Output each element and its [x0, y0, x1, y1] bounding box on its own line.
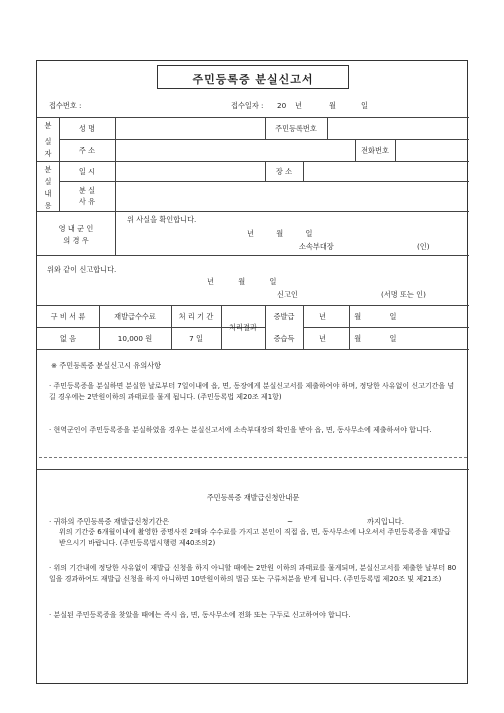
notice-title: ※ 주민등록증 분실신고시 유의사항 — [51, 361, 162, 370]
loss-group-2: 실 — [44, 177, 52, 186]
report-form — [36, 60, 468, 684]
result-label: 처리결과 — [229, 323, 257, 332]
declare-text: 위와 같이 신고합니다. — [47, 265, 117, 274]
fee-value: 10,000 원 — [117, 334, 153, 343]
commander-seal: (인) — [417, 242, 430, 251]
military-date: 년 월 일 — [247, 229, 313, 238]
guide-title: 주민등록증 재발급신청안내문 — [206, 493, 300, 502]
fee-docs-value: 없 음 — [59, 334, 77, 343]
receive-date: 년 월 일 — [319, 334, 397, 343]
guide-3: · 분실된 주민등록증을 찾았을 때에는 즉시 읍, 면, 동사무소에 전화 또는 구두로 신고하여야 합니다. — [49, 611, 351, 619]
period-value: 7 일 — [189, 334, 203, 343]
receipt-date-day-unit: 일 — [361, 101, 368, 110]
guide-1c: 까지입니다. — [367, 517, 405, 526]
loss-group-4: 용 — [44, 201, 52, 210]
reason-label-2: 사 유 — [78, 197, 96, 206]
military-label-2: 의 경 우 — [63, 236, 89, 245]
loss-group-3: 내 — [44, 189, 52, 198]
loser-group-2: 실 — [44, 137, 52, 146]
loss-date-label: 일 시 — [78, 167, 96, 176]
loser-group-1: 분 — [44, 121, 52, 130]
military-label-1: 영 내 군 인 — [58, 224, 94, 233]
receipt-date-label: 접수일자 : — [231, 101, 264, 110]
receive-label: 증습득 — [273, 334, 295, 343]
receipt-date-month-unit: 월 — [329, 101, 336, 110]
guide-1a: · 귀하의 주민등록증 재발급신청기간은 — [49, 517, 170, 526]
receipt-date-year-unit: 년 — [295, 101, 302, 110]
declare-date: 년 월 일 — [207, 277, 277, 286]
reporter-sign: (서명 또는 인) — [381, 290, 426, 299]
reason-label-1: 분 실 — [78, 186, 96, 195]
place-label: 장 소 — [275, 167, 293, 176]
guide-1b: ~ — [287, 517, 294, 526]
fee-header-fee: 재발급수수료 — [114, 312, 156, 321]
receipt-no-label: 접수번호 : — [49, 101, 82, 110]
receipt-date-year: 20 — [277, 101, 287, 110]
guide-2: · 위의 기간내에 정당한 사유없이 재발급 신청을 하지 아니할 때에는 2만원 이하의 과태료를 물게되며, 분실신고서를 제출한 날부터 80일을 경과하여도 재발급 신청을 하지 아니하면 10만원이하의 벌금 또는 구류처분을 받게 됩니다. (주민등록법 제20조 및 제21조) — [49, 564, 457, 583]
reporter-label: 신고인 — [277, 290, 298, 299]
address-label: 주 소 — [78, 146, 96, 155]
issue-date: 년 월 일 — [319, 312, 397, 321]
guide-1d: 위의 기간중 6개월이내에 촬영한 증명사진 2매와 수수료를 가지고 본인이 직접 읍, 면, 동사무소에 나오셔서 주민등록증을 재발급 받으시기 바랍니다. (주민등록법시행령 제40조의2) — [59, 528, 451, 547]
fee-header-docs: 구 비 서 류 — [50, 312, 86, 321]
form-title: 주민등록증 분실신고서 — [192, 73, 314, 86]
issue-label: 증발급 — [273, 312, 295, 321]
fee-header-period: 처 리 기 간 — [178, 312, 214, 321]
name-label: 성 명 — [78, 124, 96, 133]
phone-label: 전화번호 — [361, 146, 389, 155]
notice-2: · 현역군인이 주민등록증을 분실하였을 경우는 분실신고서에 소속부대장의 확인을 받아 읍, 면, 동사무소에 제출하셔야 합니다. — [49, 426, 432, 434]
commander-label: 소속부대장 — [299, 242, 334, 251]
loser-group-3: 자 — [44, 149, 52, 158]
id-no-label: 주민등록번호 — [275, 124, 317, 133]
military-confirm: 위 사실을 확인합니다. — [127, 215, 197, 224]
notice-1: · 주민등록증을 분실하면 분실한 날로부터 7일이내에 읍, 면, 동장에게 분실신고서를 제출하여야 하며, 정당한 사유없이 신고기간을 넘길 경우에는 2만원이하의 과태료를 물게 됩니다. (주민등록법 제20조 제1항) — [49, 382, 455, 401]
loss-group-1: 분 — [44, 165, 52, 174]
